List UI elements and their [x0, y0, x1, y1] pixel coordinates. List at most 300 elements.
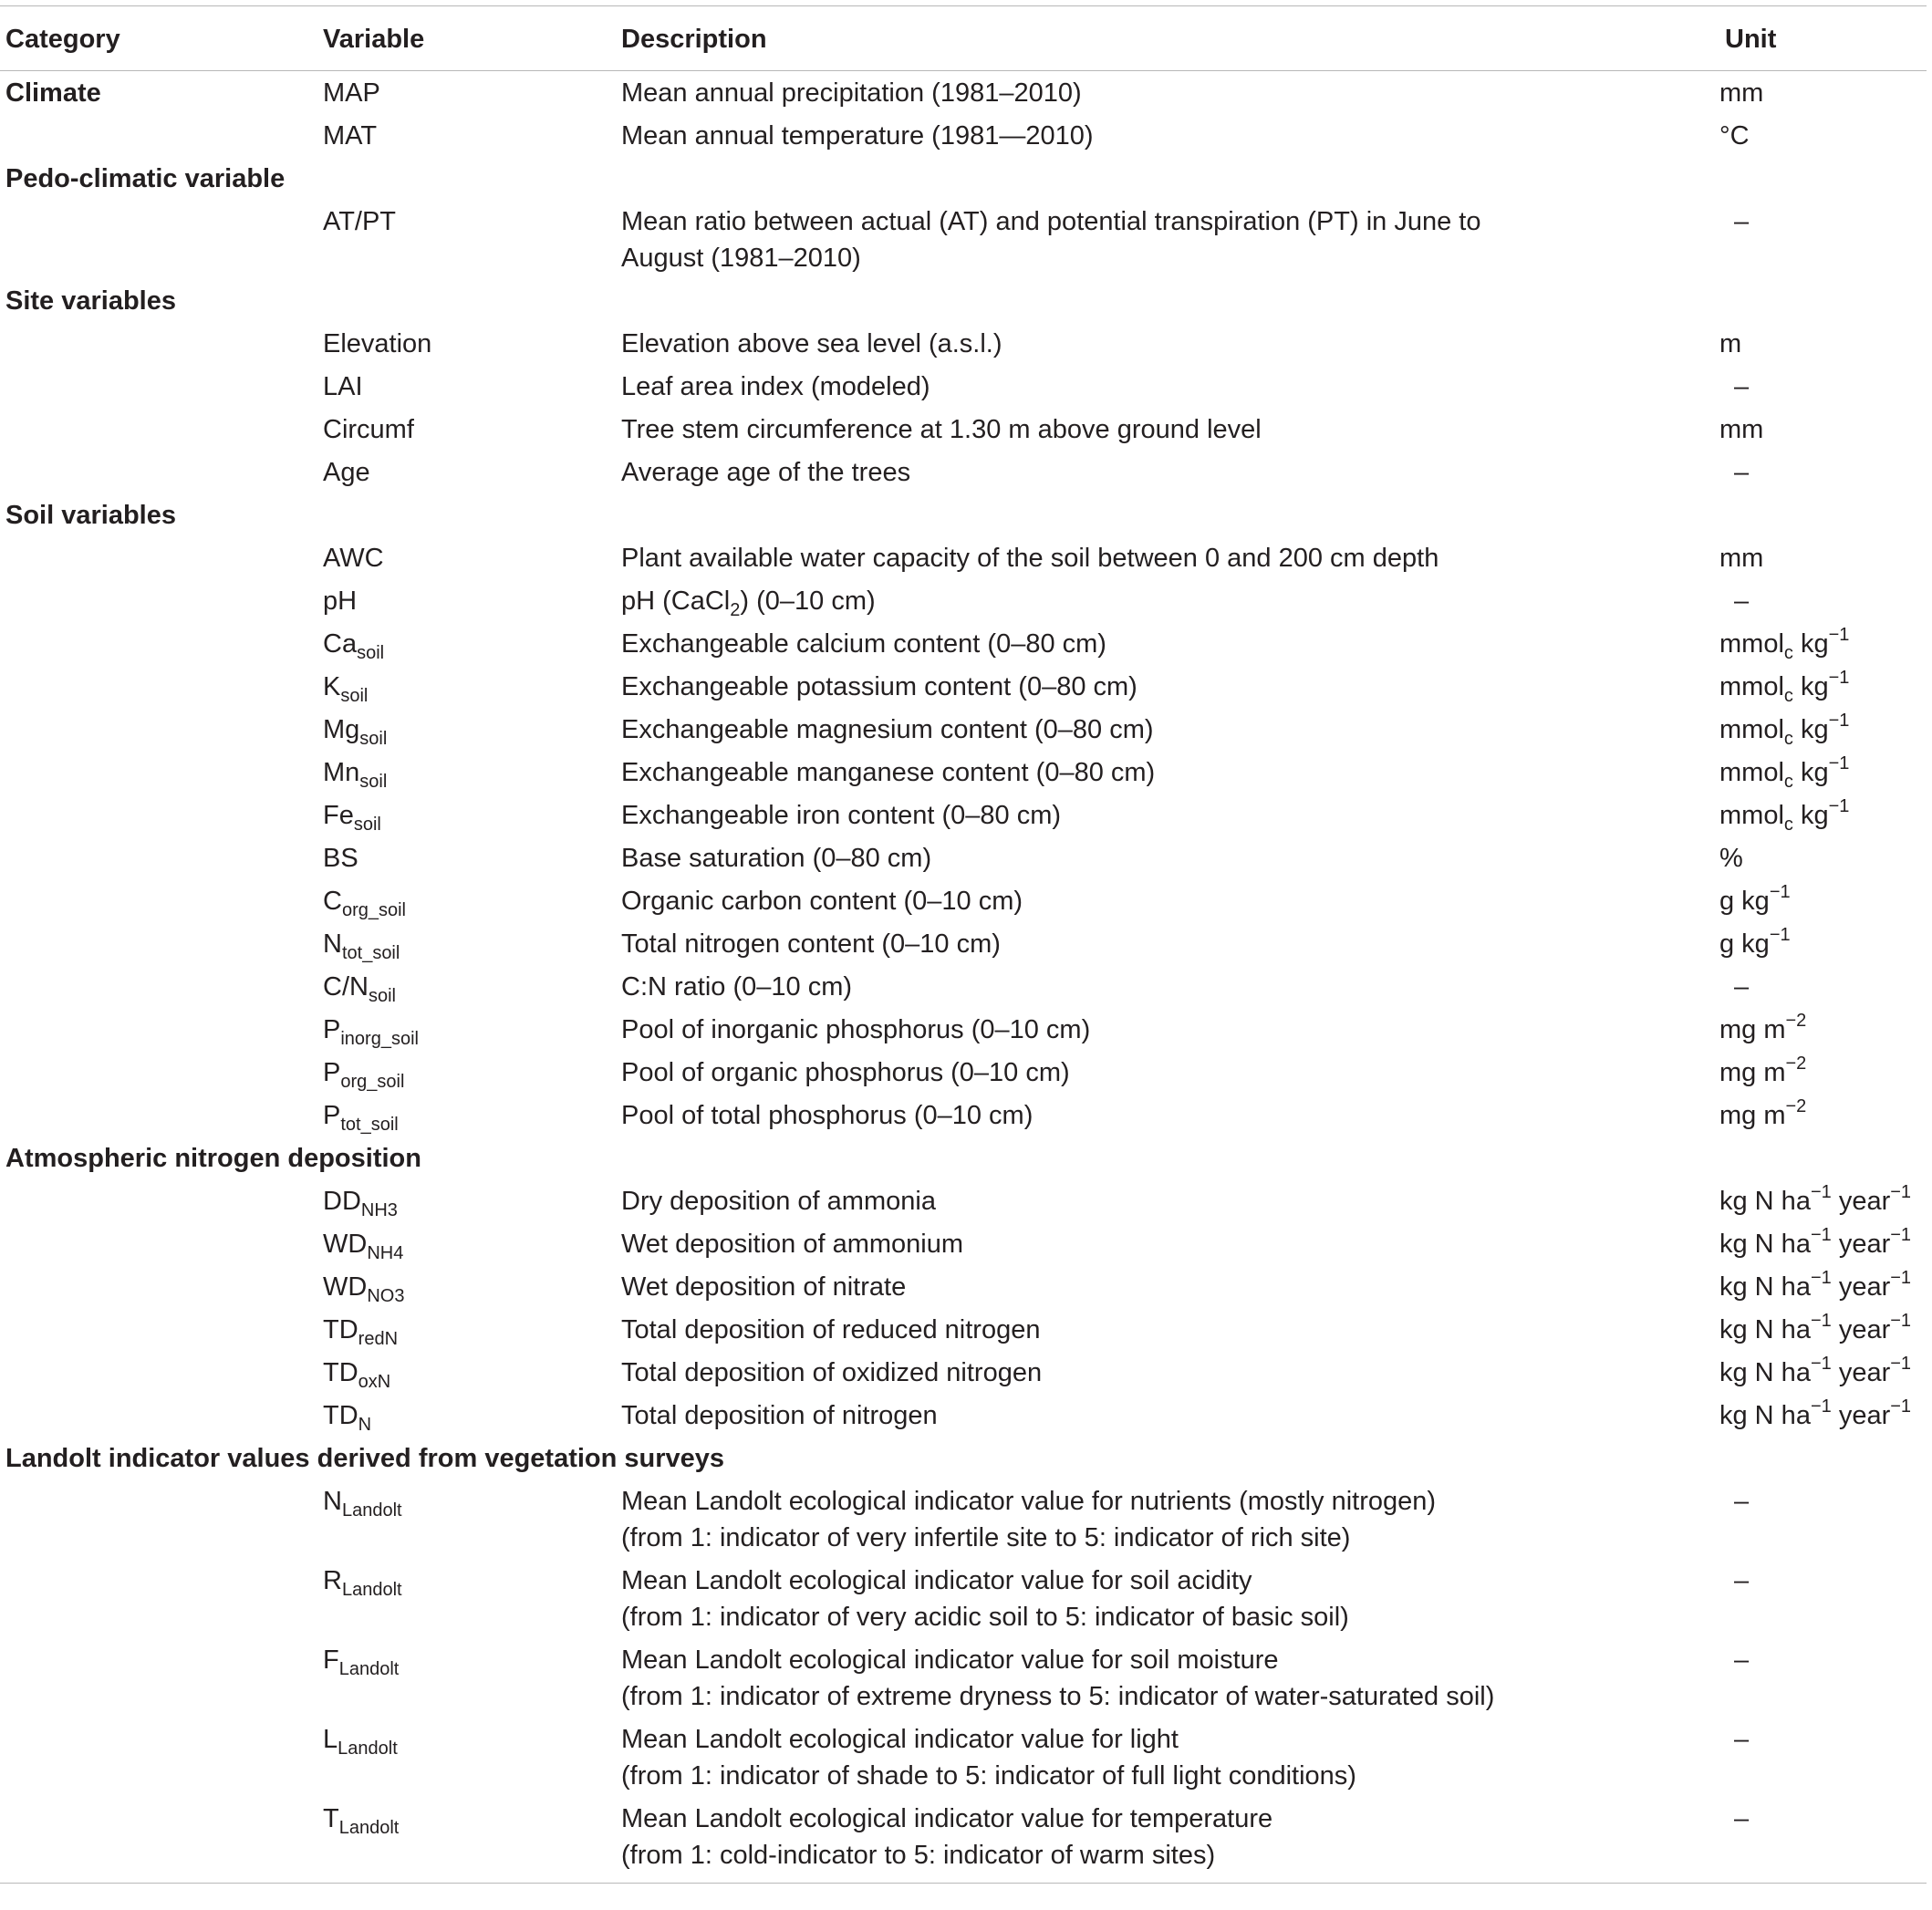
description-text: Organic carbon content (0–10 cm): [621, 886, 1023, 916]
variable-name: Elevation: [323, 328, 432, 358]
table-row: [0, 922, 1927, 965]
variable-subscript: NH3: [360, 1199, 398, 1220]
unit-cell: [1719, 1394, 1927, 1437]
variable-name: Mn: [323, 757, 360, 787]
unit-cell: [1719, 1222, 1927, 1265]
category-cell: [0, 794, 317, 836]
category-cell: [0, 1559, 317, 1638]
unit-text: year: [1831, 1272, 1891, 1302]
description-text-line2: August (1981–2010): [621, 243, 861, 273]
unit-text: kg: [1792, 671, 1829, 701]
variables-table: [0, 5, 1927, 1884]
table-row: [0, 71, 1927, 115]
unit-cell: [1719, 200, 1927, 279]
variable-name: N: [323, 1486, 342, 1516]
description-text: Pool of organic phosphorus (0–10 cm): [621, 1057, 1070, 1087]
category-label: Soil variables: [5, 501, 176, 530]
description-cell: [616, 1008, 1719, 1051]
table-row: [0, 579, 1927, 622]
unit-text: kg N ha: [1719, 1314, 1811, 1344]
unit-text: mmol: [1719, 757, 1784, 787]
category-cell: [0, 1718, 317, 1797]
table-row: [0, 114, 1927, 157]
table-row: [0, 1479, 1927, 1559]
unit-text: –: [1734, 1724, 1750, 1754]
unit-text: kg N ha: [1719, 1229, 1811, 1259]
description-text: Dry deposition of ammonia: [621, 1186, 936, 1216]
variable-cell: [317, 1008, 616, 1051]
variable-subscript: soil: [353, 814, 381, 835]
category-heading-row: [0, 493, 1927, 536]
unit-superscript: −1: [1769, 881, 1791, 902]
unit-superscript: −1: [1769, 924, 1791, 945]
description-cell: [616, 1265, 1719, 1308]
variable-name: TD: [323, 1357, 358, 1387]
unit-cell: [1719, 1638, 1927, 1718]
description-text: Mean annual temperature (1981—2010): [621, 120, 1094, 151]
unit-subscript: c: [1783, 642, 1793, 663]
description-text: Wet deposition of ammonium: [621, 1229, 964, 1259]
description-cell: [616, 1479, 1719, 1559]
unit-superscript: −1: [1810, 1353, 1832, 1374]
description-cell: [616, 708, 1719, 751]
table-row: [0, 1351, 1927, 1394]
description-cell: [616, 200, 1719, 279]
description-text: Mean ratio between actual (AT) and potential transpiration (PT) in June to: [621, 206, 1481, 236]
unit-cell: [1719, 965, 1927, 1008]
category-cell: [0, 879, 317, 922]
description-text: C:N ratio (0–10 cm): [621, 971, 853, 1002]
description-cell: [616, 114, 1719, 157]
category-cell: [0, 1797, 317, 1883]
unit-text: °C: [1719, 120, 1750, 151]
unit-cell: [1719, 794, 1927, 836]
unit-cell: [1719, 365, 1927, 408]
unit-text: mm: [1719, 414, 1764, 444]
variable-cell: [317, 1479, 616, 1559]
unit-text: year: [1831, 1229, 1891, 1259]
unit-superscript: −1: [1890, 1396, 1912, 1417]
unit-cell: [1719, 1718, 1927, 1797]
category-cell: [0, 751, 317, 794]
unit-superscript: −1: [1810, 1224, 1832, 1245]
unit-text: g kg: [1719, 886, 1770, 916]
variable-cell: [317, 1308, 616, 1351]
unit-cell: [1719, 922, 1927, 965]
variable-name: TD: [323, 1314, 358, 1344]
category-label: Landolt indicator values derived from vegetation surveys: [5, 1444, 725, 1473]
description-cell: [616, 622, 1719, 665]
variable-name: R: [323, 1565, 342, 1595]
category-label: Site variables: [5, 286, 176, 316]
table-body: [0, 71, 1927, 1884]
variable-subscript: tot_soil: [340, 1114, 399, 1135]
unit-text: kg N ha: [1719, 1357, 1811, 1387]
unit-cell: [1719, 622, 1927, 665]
unit-text: year: [1831, 1400, 1891, 1430]
description-text: Exchangeable manganese content (0–80 cm): [621, 757, 1156, 787]
variable-cell: [317, 1394, 616, 1437]
category-label: Atmospheric nitrogen deposition: [5, 1144, 421, 1173]
variable-cell: [317, 1559, 616, 1638]
description-text: Average age of the trees: [621, 457, 911, 487]
category-cell: [0, 1265, 317, 1308]
variable-cell: [317, 71, 616, 115]
variable-name: Fe: [323, 800, 354, 830]
category-cell: [0, 1638, 317, 1718]
category-label: Pedo-climatic variable: [5, 164, 286, 193]
unit-text: mm: [1719, 543, 1764, 573]
variable-cell: [317, 836, 616, 879]
variable-cell: [317, 114, 616, 157]
description-cell: [616, 1308, 1719, 1351]
variable-name: WD: [323, 1272, 368, 1302]
variable-subscript: Landolt: [338, 1658, 400, 1679]
variable-cell: [317, 665, 616, 708]
description-text-line2: (from 1: indicator of very acidic soil to 5: indicator of basic soil): [621, 1602, 1349, 1632]
header-category: Category: [5, 25, 120, 54]
variable-name: T: [323, 1803, 339, 1833]
variable-name: K: [323, 671, 341, 701]
variable-name: AWC: [323, 543, 384, 573]
description-cell: [616, 1094, 1719, 1137]
description-text-line2: (from 1: indicator of shade to 5: indicator of full light conditions): [621, 1760, 1356, 1791]
description-text: Exchangeable iron content (0–80 cm): [621, 800, 1062, 830]
description-subscript: 2: [730, 599, 741, 620]
variable-subscript: Landolt: [341, 1579, 402, 1600]
category-cell: [0, 365, 317, 408]
category-cell: [0, 922, 317, 965]
unit-text: –: [1734, 971, 1750, 1002]
unit-text: kg N ha: [1719, 1186, 1811, 1216]
unit-subscript: c: [1783, 814, 1793, 835]
description-text-line2: (from 1: indicator of extreme dryness to 5: indicator of water-saturated soil): [621, 1681, 1495, 1711]
unit-cell: [1719, 579, 1927, 622]
description-text: Exchangeable calcium content (0–80 cm): [621, 628, 1106, 659]
category-cell: [0, 536, 317, 579]
variable-cell: [317, 1222, 616, 1265]
variable-name: TD: [323, 1400, 358, 1430]
variable-name: P: [323, 1057, 341, 1087]
header-unit: Unit: [1725, 25, 1777, 54]
variable-subscript: tot_soil: [341, 942, 400, 963]
unit-superscript: −1: [1890, 1310, 1912, 1331]
variable-cell: [317, 794, 616, 836]
description-text: Total deposition of nitrogen: [621, 1400, 938, 1430]
variable-subscript: soil: [340, 685, 369, 706]
variable-name: N: [323, 929, 342, 959]
table-row: [0, 1638, 1927, 1718]
unit-cell: [1719, 1479, 1927, 1559]
description-text: Base saturation (0–80 cm): [621, 843, 932, 873]
unit-text: mg m: [1719, 1014, 1786, 1044]
unit-superscript: −1: [1810, 1267, 1832, 1288]
category-cell: [0, 1051, 317, 1094]
description-text: Mean Landolt ecological indicator value for soil moisture: [621, 1645, 1279, 1675]
description-cell: [616, 836, 1719, 879]
unit-text: –: [1734, 586, 1750, 616]
header-description: Description: [621, 25, 767, 54]
variable-cell: [317, 1351, 616, 1394]
unit-superscript: −1: [1810, 1396, 1832, 1417]
unit-cell: [1719, 1265, 1927, 1308]
table-row: [0, 365, 1927, 408]
variable-subscript: NO3: [367, 1285, 405, 1306]
unit-text: kg: [1792, 714, 1829, 744]
description-cell: [616, 579, 1719, 622]
variable-cell: [317, 322, 616, 365]
variable-name: L: [323, 1724, 338, 1754]
unit-text: %: [1719, 843, 1743, 873]
unit-text: year: [1831, 1357, 1891, 1387]
description-text: Mean Landolt ecological indicator value for temperature: [621, 1803, 1273, 1833]
variable-cell: [317, 1051, 616, 1094]
description-text: Elevation above sea level (a.s.l.): [621, 328, 1002, 358]
table-row: [0, 622, 1927, 665]
description-text: Pool of total phosphorus (0–10 cm): [621, 1100, 1034, 1130]
variable-cell: [317, 1797, 616, 1883]
unit-text: year: [1831, 1314, 1891, 1344]
variable-subscript: Landolt: [338, 1738, 398, 1759]
variable-name: F: [323, 1645, 339, 1675]
variable-cell: [317, 200, 616, 279]
unit-cell: [1719, 751, 1927, 794]
variable-cell: [317, 1718, 616, 1797]
description-cell: [616, 1638, 1719, 1718]
category-cell: [0, 1479, 317, 1559]
table-row: [0, 1008, 1927, 1051]
variable-subscript: Landolt: [341, 1500, 402, 1521]
variable-name: Mg: [323, 714, 360, 744]
variable-cell: [317, 622, 616, 665]
unit-text: kg: [1792, 628, 1829, 659]
variable-cell: [317, 408, 616, 451]
category-cell: [0, 1222, 317, 1265]
unit-subscript: c: [1783, 728, 1793, 749]
category-cell: [0, 965, 317, 1008]
variable-name: Circumf: [323, 414, 414, 444]
unit-text: kg N ha: [1719, 1400, 1811, 1430]
unit-text: mmol: [1719, 671, 1784, 701]
variable-subscript: redN: [358, 1328, 399, 1349]
variable-cell: [317, 451, 616, 493]
variable-subscript: inorg_soil: [340, 1028, 419, 1049]
variable-name: DD: [323, 1186, 361, 1216]
category-cell: [0, 71, 317, 115]
description-cell: [616, 71, 1719, 115]
category-heading-row: [0, 1437, 1927, 1479]
category-heading-row: [0, 279, 1927, 322]
unit-text: –: [1734, 1565, 1750, 1595]
unit-cell: [1719, 1008, 1927, 1051]
table-row: [0, 1265, 1927, 1308]
description-cell: [616, 536, 1719, 579]
table-row: [0, 708, 1927, 751]
description-text: Wet deposition of nitrate: [621, 1272, 907, 1302]
unit-subscript: c: [1783, 685, 1793, 706]
unit-text: mmol: [1719, 800, 1784, 830]
variable-cell: [317, 751, 616, 794]
unit-text: mg m: [1719, 1100, 1786, 1130]
description-text: Total nitrogen content (0–10 cm): [621, 929, 1001, 959]
variable-subscript: soil: [359, 771, 388, 792]
unit-text: kg: [1792, 800, 1829, 830]
table-header: [0, 6, 1927, 71]
category-cell: [0, 836, 317, 879]
description-cell: [616, 1179, 1719, 1222]
description-cell: [616, 322, 1719, 365]
unit-cell: [1719, 451, 1927, 493]
category-cell: [0, 1008, 317, 1051]
category-label: Climate: [5, 78, 101, 108]
category-cell: [0, 579, 317, 622]
category-cell: [0, 451, 317, 493]
description-cell: [616, 751, 1719, 794]
unit-cell: [1719, 536, 1927, 579]
category-cell: [0, 114, 317, 157]
unit-cell: [1719, 1094, 1927, 1137]
table-row: [0, 1094, 1927, 1137]
unit-cell: [1719, 1051, 1927, 1094]
description-text: Plant available water capacity of the soil between 0 and 200 cm depth: [621, 543, 1439, 573]
variable-subscript: NH4: [367, 1242, 404, 1263]
unit-text: –: [1734, 1645, 1750, 1675]
table-row: [0, 1718, 1927, 1797]
unit-text: –: [1734, 1486, 1750, 1516]
category-cell: [0, 200, 317, 279]
variable-name: BS: [323, 843, 358, 873]
category-cell: [0, 408, 317, 451]
unit-cell: [1719, 1179, 1927, 1222]
description-text: pH (CaCl: [621, 586, 731, 616]
variable-subscript: N: [358, 1414, 372, 1435]
unit-text: mg m: [1719, 1057, 1786, 1087]
variable-name: LAI: [323, 371, 363, 401]
unit-cell: [1719, 836, 1927, 879]
variable-name: Age: [323, 457, 370, 487]
description-text: Mean Landolt ecological indicator value for nutrients (mostly nitrogen): [621, 1486, 1437, 1516]
table-row: [0, 1179, 1927, 1222]
variable-cell: [317, 1179, 616, 1222]
description-cell: [616, 451, 1719, 493]
table-row: [0, 451, 1927, 493]
unit-superscript: −1: [1828, 753, 1850, 773]
unit-superscript: −2: [1785, 1095, 1807, 1116]
table-row: [0, 200, 1927, 279]
unit-superscript: −1: [1828, 667, 1850, 688]
variable-name: Ca: [323, 628, 358, 659]
variable-cell: [317, 1265, 616, 1308]
table-row: [0, 751, 1927, 794]
category-cell: [0, 1351, 317, 1394]
unit-cell: [1719, 665, 1927, 708]
table-row: [0, 836, 1927, 879]
variable-name: C/N: [323, 971, 369, 1002]
table-row: [0, 965, 1927, 1008]
description-cell: [616, 879, 1719, 922]
variable-name: P: [323, 1014, 341, 1044]
table-row: [0, 1559, 1927, 1638]
variable-name: pH: [323, 586, 358, 616]
variable-name: AT/PT: [323, 206, 397, 236]
category-cell: [0, 1308, 317, 1351]
unit-text: year: [1831, 1186, 1891, 1216]
description-cell: [616, 1394, 1719, 1437]
unit-superscript: −2: [1785, 1010, 1807, 1031]
unit-cell: [1719, 1559, 1927, 1638]
variable-name: C: [323, 886, 342, 916]
variable-subscript: Landolt: [338, 1817, 400, 1838]
unit-cell: [1719, 708, 1927, 751]
description-text-line2: (from 1: cold-indicator to 5: indicator of warm sites): [621, 1840, 1216, 1870]
variable-subscript: soil: [359, 728, 388, 749]
description-text: Tree stem circumference at 1.30 m above ground level: [621, 414, 1262, 444]
unit-superscript: −1: [1890, 1224, 1912, 1245]
variable-cell: [317, 879, 616, 922]
unit-cell: [1719, 1308, 1927, 1351]
variable-name: WD: [323, 1229, 368, 1259]
unit-superscript: −1: [1828, 710, 1850, 731]
description-text: Mean Landolt ecological indicator value for light: [621, 1724, 1179, 1754]
description-cell: [616, 365, 1719, 408]
variable-cell: [317, 579, 616, 622]
description-text: Total deposition of oxidized nitrogen: [621, 1357, 1043, 1387]
unit-text: –: [1734, 1803, 1750, 1833]
description-cell: [616, 408, 1719, 451]
category-cell: [0, 622, 317, 665]
variable-cell: [317, 536, 616, 579]
unit-text: m: [1719, 328, 1742, 358]
unit-cell: [1719, 1797, 1927, 1883]
table-row: [0, 536, 1927, 579]
variable-name: MAT: [323, 120, 378, 151]
description-cell: [616, 1718, 1719, 1797]
unit-text: mm: [1719, 78, 1764, 108]
unit-text: mmol: [1719, 628, 1784, 659]
variable-subscript: oxN: [358, 1371, 391, 1392]
description-text-line2: (from 1: indicator of very infertile site to 5: indicator of rich site): [621, 1522, 1351, 1552]
variable-cell: [317, 708, 616, 751]
category-cell: [0, 322, 317, 365]
category-cell: [0, 1094, 317, 1137]
variable-subscript: org_soil: [341, 899, 406, 920]
category-cell: [0, 665, 317, 708]
table-row: [0, 1222, 1927, 1265]
unit-cell: [1719, 322, 1927, 365]
unit-cell: [1719, 408, 1927, 451]
description-cell: [616, 922, 1719, 965]
description-cell: [616, 1051, 1719, 1094]
unit-text: –: [1734, 457, 1750, 487]
unit-superscript: −1: [1890, 1181, 1912, 1202]
description-text: Total deposition of reduced nitrogen: [621, 1314, 1041, 1344]
unit-cell: [1719, 114, 1927, 157]
table-row: [0, 322, 1927, 365]
unit-superscript: −1: [1810, 1181, 1832, 1202]
category-cell: [0, 1394, 317, 1437]
variable-cell: [317, 365, 616, 408]
unit-superscript: −1: [1810, 1310, 1832, 1331]
variable-name: P: [323, 1100, 341, 1130]
variable-subscript: org_soil: [340, 1071, 405, 1092]
table-row: [0, 879, 1927, 922]
table-row: [0, 1797, 1927, 1883]
description-cell: [616, 1559, 1719, 1638]
variable-subscript: soil: [357, 642, 385, 663]
table-row: [0, 1308, 1927, 1351]
unit-text: –: [1734, 206, 1750, 236]
unit-cell: [1719, 879, 1927, 922]
